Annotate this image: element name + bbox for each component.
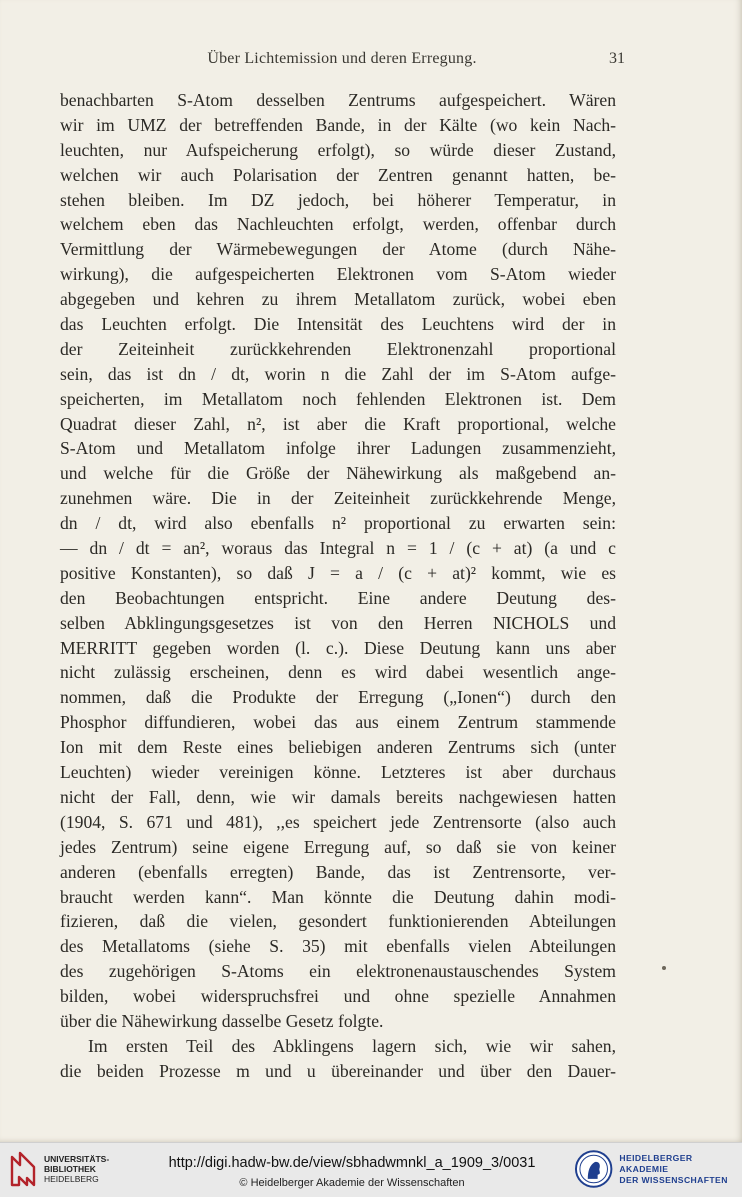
text-line: den Beobachtungen entspricht. Eine andere Deutung des- <box>60 587 616 608</box>
text-line: abgegeben und kehren zu ihrem Metallatom zurück, wobei eben <box>60 289 616 310</box>
text-line: selben Abklingungsgesetzes ist von den Herren NICHOLS und <box>60 612 616 633</box>
text-line: wirkung), die aufgespeicherten Elektronen vom S-Atom wieder <box>60 264 616 285</box>
text-line: stehen bleiben. Im DZ jedoch, bei höherer Temperatur, in <box>60 189 616 210</box>
text-line: und welche für die Größe der Nähewirkung als maßgebend an- <box>60 463 616 484</box>
text-line: sein, das ist dn / dt, worin n die Zahl der im S-Atom aufge- <box>60 363 616 384</box>
copyright-notice: © Heidelberger Akademie der Wissenschaften <box>239 1177 465 1189</box>
text-line: welchem eben das Nachleuchten erfolgt, werden, offenbar durch <box>60 214 616 235</box>
text-line: benachbarten S-Atom desselben Zentrums aufgespeichert. Wären <box>60 90 616 110</box>
text-line: des zugehörigen S-Atoms ein elektronenaustauschendes System <box>60 961 616 982</box>
text-line: Leuchten) wieder vereinigen könne. Letzteres ist aber durchaus <box>60 762 616 783</box>
running-header: Über Lichtemission und deren Erregung. <box>207 50 477 67</box>
text-line: nicht der Fall, denn, wie wir damals bereits nachgewiesen hatten <box>60 786 616 807</box>
text-line: wir im UMZ der betreffenden Bande, in der Kälte (wo kein Nach- <box>60 114 616 135</box>
text-line: zunehmen wäre. Die in der Zeiteinheit zurückkehrende Menge, <box>60 488 616 509</box>
academy-logo-line: DER WISSENSCHAFTEN <box>619 1174 728 1185</box>
text-line: anderen (ebenfalls erregten) Bande, das ist Zentrensorte, ver- <box>60 861 616 882</box>
text-line: (1904, S. 671 und 481), ,,es speichert jede Zentrensorte (also auch <box>60 811 616 832</box>
ub-logo-text <box>44 1154 109 1184</box>
text-line: MERRITT gegeben worden (l. c.). Diese Deutung kann uns aber <box>60 637 616 658</box>
text-line: welchen wir auch Polarisation der Zentren genannt hatten, be- <box>60 164 616 185</box>
ub-logo-line: UNIVERSITÄTS- <box>44 1154 110 1164</box>
permalink-url[interactable]: http://digi.hadw-bw.de/view/sbhadwmnkl_a_1909_3/0031 <box>168 1155 536 1171</box>
text-line: — dn / dt = an², woraus das Integral n = 1 / (c + at) (a und c <box>60 538 616 559</box>
body-text <box>60 88 616 1084</box>
text-line: Phosphor diffundieren, wobei das aus einem Zentrum stammende <box>60 712 616 733</box>
text-line: braucht werden kann“. Man könnte die Deutung dahin modi- <box>60 886 616 907</box>
text-line: nicht zulässig erscheinen, denn es wird dabei wesentlich ange- <box>60 662 616 683</box>
text-line: Quadrat dieser Zahl, n², ist aber die Kraft proportional, welche <box>60 413 616 434</box>
text-line: nommen, daß die Produkte der Erregung („Ionen“) durch den <box>60 687 616 708</box>
ub-logo-line: HEIDELBERG <box>44 1174 99 1184</box>
text-line: über die Nähewirkung dasselbe Gesetz folgte. <box>60 1010 384 1031</box>
ub-logo-line: BIBLIOTHEK <box>44 1164 96 1174</box>
text-line: fizieren, daß die vielen, gesondert funktionierenden Abteilungen <box>60 911 616 932</box>
text-line: jedes Zentrum) seine eigene Erregung auf, so daß sie von keiner <box>60 836 616 857</box>
text-line: des Metallatoms (siehe S. 35) mit ebenfalls vielen Abteilungen <box>60 936 616 957</box>
ink-speck <box>662 966 666 970</box>
academy-seal-icon <box>574 1149 613 1189</box>
text-line: dn / dt, wird also ebenfalls n² proportional zu erwarten sein: <box>60 513 616 534</box>
text-line: S-Atom und Metallatom infolge ihrer Ladungen zusammenzieht, <box>60 438 616 459</box>
academy-logo-line: HEIDELBERGER AKADEMIE <box>619 1152 693 1174</box>
text-line: positive Konstanten), so daß J = a / (c + at)² kommt, wie es <box>60 562 616 583</box>
viewer-footer <box>0 1142 742 1197</box>
university-library-logo[interactable] <box>8 1151 109 1187</box>
text-line: leuchten, nur Aufspeicherung erfolgt), so würde dieser Zustand, <box>60 139 616 160</box>
text-line: das Leuchten erfolgt. Die Intensität des Leuchtens wird der in <box>60 314 616 335</box>
text-line: der Zeiteinheit zurückkehrenden Elektronenzahl proportional <box>60 338 616 359</box>
text-line: Im ersten Teil des Abklingens lagern sich, wie wir sahen, <box>88 1035 616 1056</box>
academy-logo[interactable] <box>574 1149 742 1189</box>
text-line: bilden, wobei widerspruchsfrei und ohne spezielle Annahmen <box>60 986 616 1007</box>
academy-logo-text <box>619 1153 742 1186</box>
page-number: 31 <box>609 50 625 67</box>
ub-emblem-icon <box>8 1151 38 1187</box>
text-line: Vermittlung der Wärmebewegungen der Atome (durch Nähe- <box>60 239 616 260</box>
text-line: Ion mit dem Reste eines beliebigen anderen Zentrums sich (unter <box>60 737 616 758</box>
text-line: speicherten, im Metallatom noch fehlenden Elektronen ist. Dem <box>60 388 616 409</box>
text-line: die beiden Prozesse m und u übereinander und über den Dauer- <box>60 1060 616 1081</box>
